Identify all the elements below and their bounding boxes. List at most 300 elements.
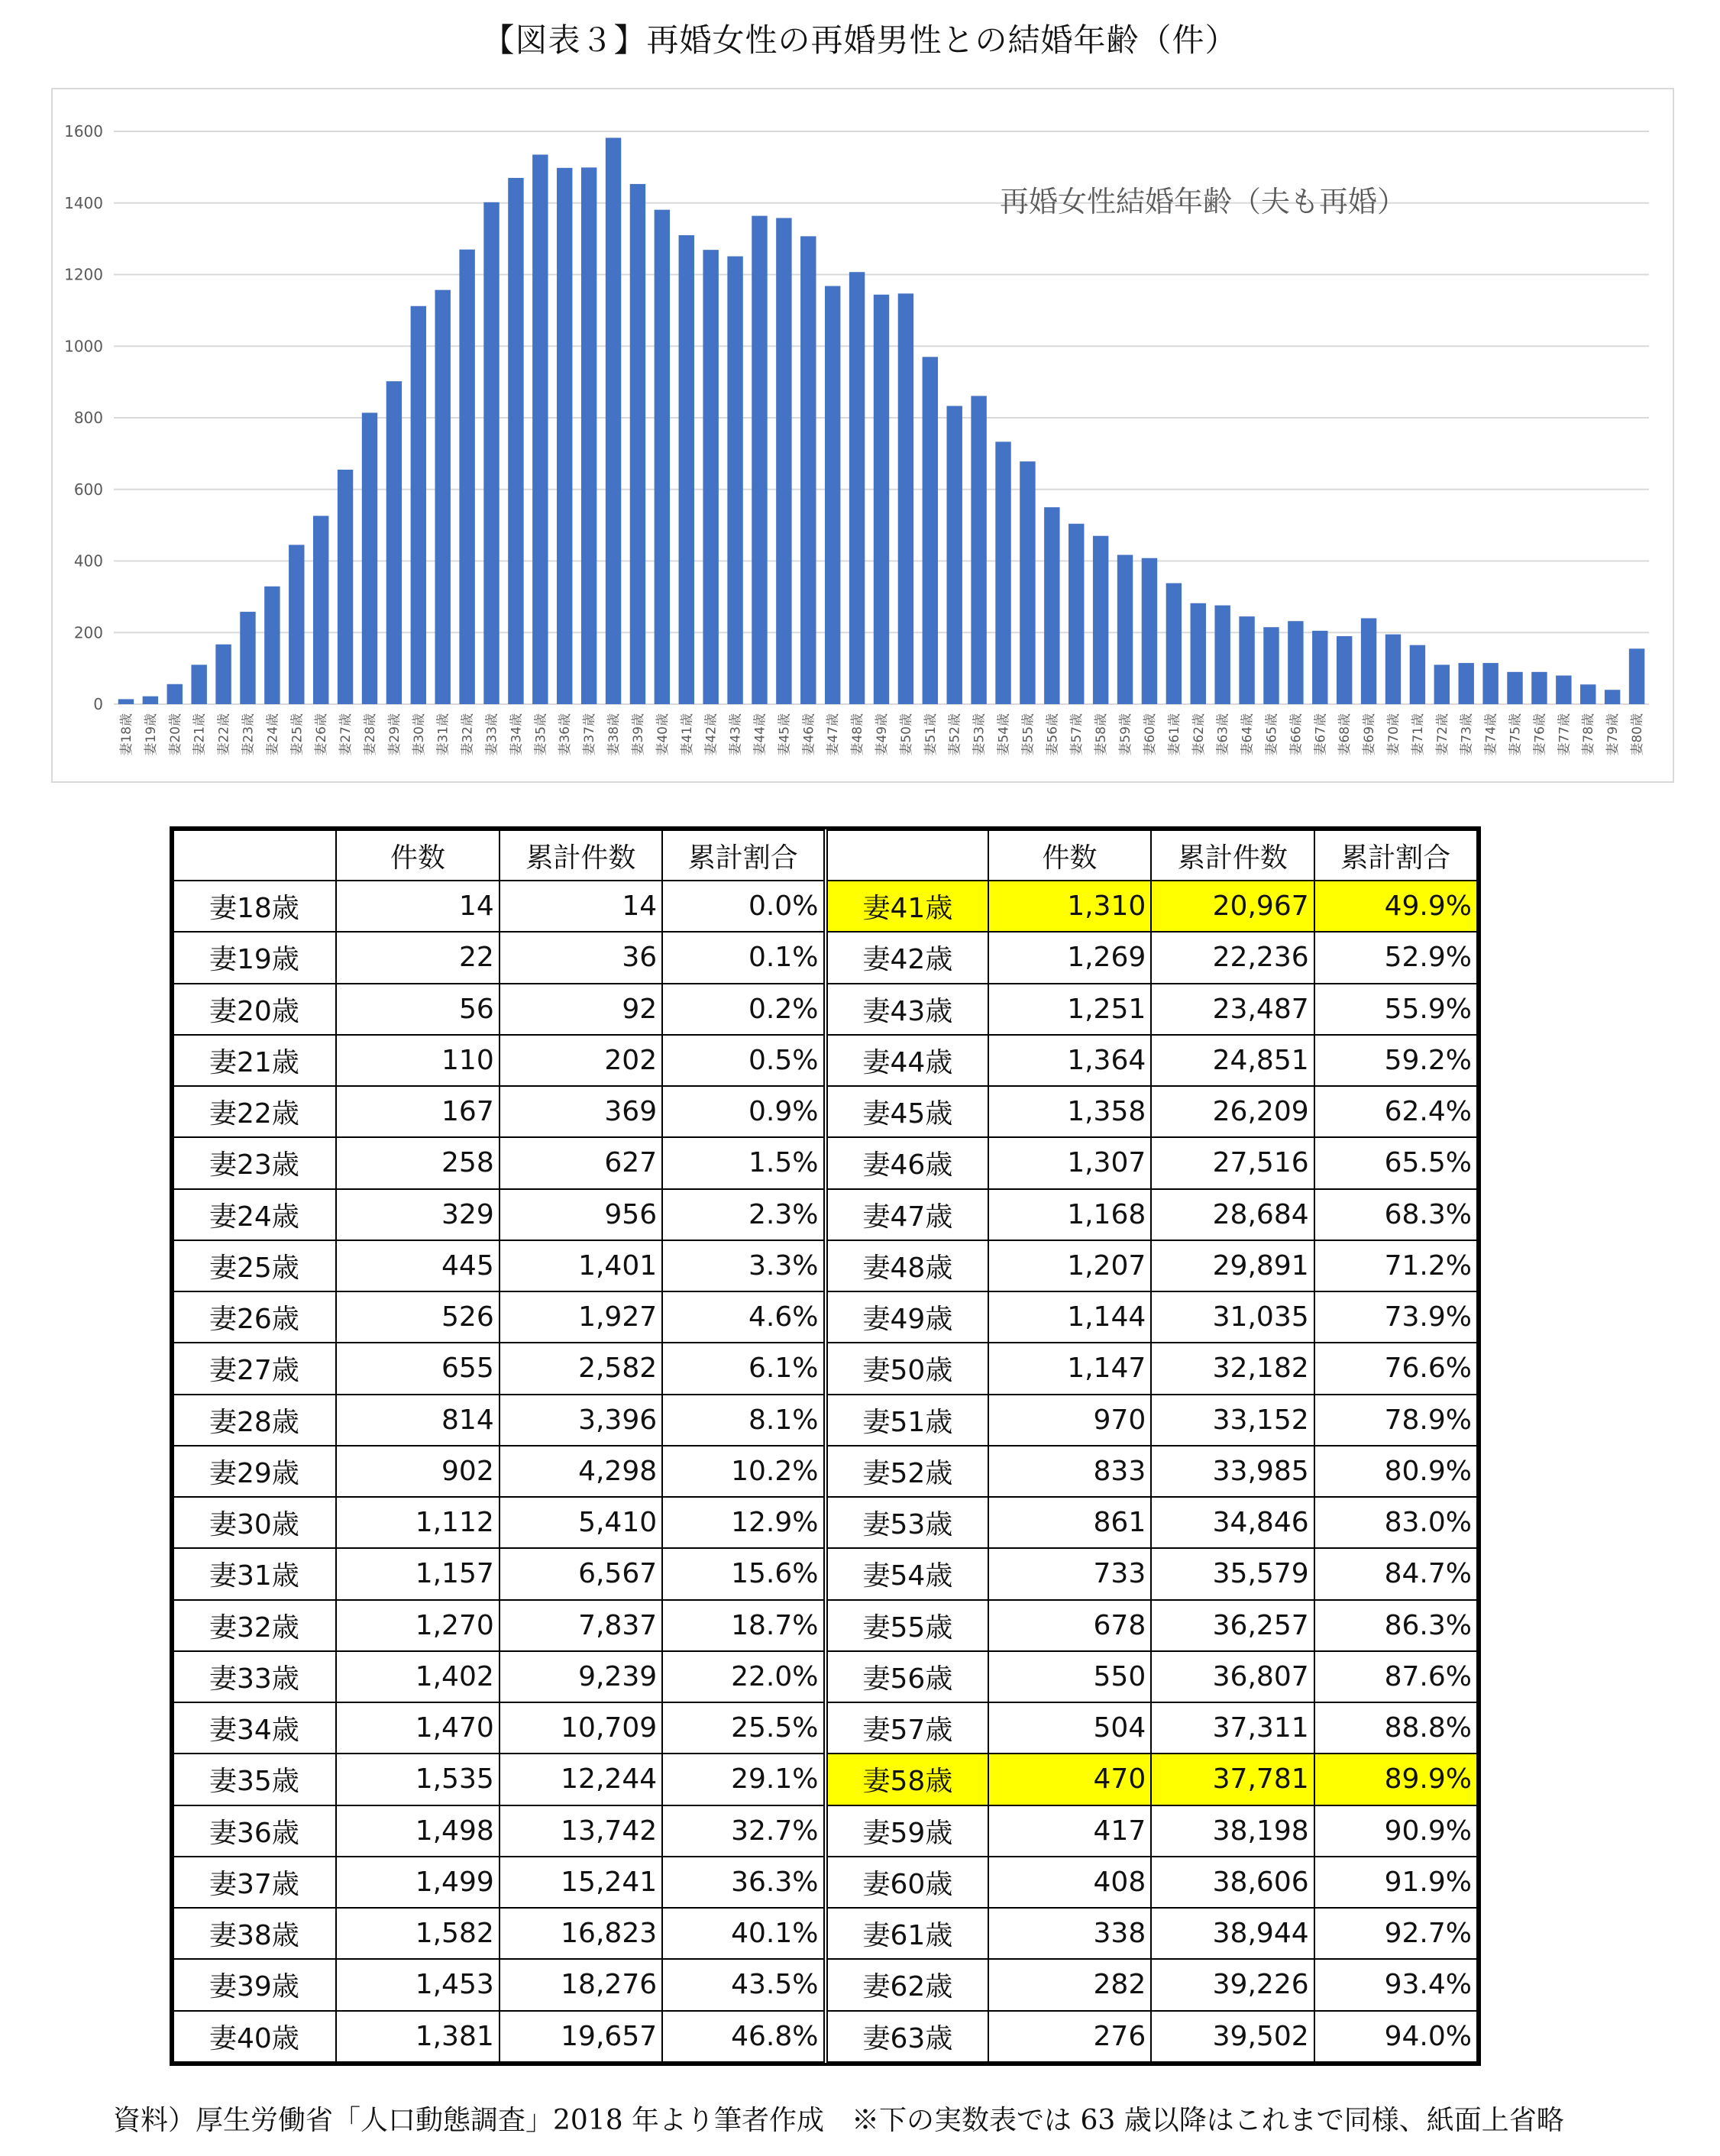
table-cell-right-age: 妻45歳 bbox=[826, 1086, 988, 1137]
table-cell-right-pct: 65.5% bbox=[1314, 1137, 1477, 1188]
table-cell-left-cum: 13,742 bbox=[500, 1805, 662, 1857]
table-cell-right-pct: 73.9% bbox=[1314, 1291, 1477, 1343]
x-tick-label: 妻22歳 bbox=[216, 713, 232, 756]
table-cell-right-pct: 87.6% bbox=[1314, 1651, 1477, 1702]
table-cell-right-pct: 93.4% bbox=[1314, 1959, 1477, 2010]
table-cell-right-count: 1,364 bbox=[988, 1035, 1151, 1086]
table-cell-left-pct: 0.5% bbox=[662, 1035, 825, 1086]
table-cell-left-count: 258 bbox=[336, 1137, 499, 1188]
table-cell-left-pct: 10.2% bbox=[662, 1446, 825, 1497]
bar bbox=[1410, 645, 1425, 704]
table-cell-right-age: 妻55歳 bbox=[826, 1600, 988, 1651]
table-cell-right-age: 妻57歳 bbox=[826, 1702, 988, 1754]
bar bbox=[1020, 461, 1035, 704]
bar bbox=[411, 306, 426, 704]
x-tick-label: 妻29歳 bbox=[386, 713, 403, 756]
table-cell-right-age: 妻54歳 bbox=[826, 1548, 988, 1599]
bar bbox=[995, 441, 1010, 704]
table-row bbox=[173, 1137, 1477, 1188]
bar bbox=[1263, 627, 1279, 704]
table-cell-left-age: 妻31歳 bbox=[173, 1548, 336, 1599]
table-cell-left-count: 1,381 bbox=[336, 2011, 499, 2063]
bar bbox=[825, 286, 840, 705]
table-cell-right-count: 1,269 bbox=[988, 932, 1151, 983]
x-tick-label: 妻21歳 bbox=[192, 713, 208, 756]
table-cell-right-count: 1,144 bbox=[988, 1291, 1151, 1343]
x-tick-label: 妻56歳 bbox=[1045, 713, 1061, 756]
table-row bbox=[173, 984, 1477, 1035]
table-row bbox=[173, 1959, 1477, 2010]
table-cell-right-age: 妻62歳 bbox=[826, 1959, 988, 2010]
x-tick-label: 妻57歳 bbox=[1069, 713, 1085, 756]
header-pct-left: 累計割合 bbox=[662, 830, 825, 881]
table-cell-left-cum: 2,582 bbox=[500, 1343, 662, 1394]
x-tick-label: 妻64歳 bbox=[1240, 713, 1256, 756]
x-tick-label: 妻32歳 bbox=[460, 713, 476, 756]
table-cell-left-count: 1,498 bbox=[336, 1805, 499, 1857]
table-cell-left-cum: 14 bbox=[500, 881, 662, 932]
table-cell-right-age: 妻56歳 bbox=[826, 1651, 988, 1702]
table-cell-right-cum: 23,487 bbox=[1151, 984, 1314, 1035]
table-cell-right-count: 1,307 bbox=[988, 1137, 1151, 1188]
table-cell-right-age: 妻42歳 bbox=[826, 932, 988, 983]
table-cell-right-count: 504 bbox=[988, 1702, 1151, 1754]
table-cell-right-cum: 36,257 bbox=[1151, 1600, 1314, 1651]
table-cell-right-cum: 39,502 bbox=[1151, 2011, 1314, 2063]
bar bbox=[1337, 636, 1352, 704]
bar bbox=[971, 396, 986, 704]
table-cell-right-pct: 62.4% bbox=[1314, 1086, 1477, 1137]
table-cell-left-pct: 22.0% bbox=[662, 1651, 825, 1702]
x-tick-label: 妻69歳 bbox=[1362, 713, 1378, 756]
table-cell-left-age: 妻20歳 bbox=[173, 984, 336, 1035]
table-cell-left-pct: 0.0% bbox=[662, 881, 825, 932]
table-cell-right-age: 妻60歳 bbox=[826, 1857, 988, 1908]
table-cell-right-age: 妻44歳 bbox=[826, 1035, 988, 1086]
table-cell-right-count: 550 bbox=[988, 1651, 1151, 1702]
x-tick-label: 妻36歳 bbox=[558, 713, 574, 756]
x-tick-label: 妻43歳 bbox=[728, 713, 744, 756]
x-tick-label: 妻74歳 bbox=[1483, 713, 1499, 756]
x-tick-label: 妻68歳 bbox=[1337, 713, 1353, 756]
table-cell-left-pct: 32.7% bbox=[662, 1805, 825, 1857]
table-cell-left-count: 14 bbox=[336, 881, 499, 932]
table-cell-left-pct: 3.3% bbox=[662, 1240, 825, 1291]
bar bbox=[167, 684, 183, 704]
chart-bars bbox=[118, 137, 1645, 704]
bar-chart bbox=[51, 88, 1674, 783]
table-cell-right-age: 妻50歳 bbox=[826, 1343, 988, 1394]
table-cell-left-age: 妻36歳 bbox=[173, 1805, 336, 1857]
table-cell-left-cum: 7,837 bbox=[500, 1600, 662, 1651]
table-cell-left-age: 妻24歳 bbox=[173, 1189, 336, 1240]
x-tick-label: 妻34歳 bbox=[509, 713, 525, 756]
table-cell-left-count: 526 bbox=[336, 1291, 499, 1343]
x-tick-label: 妻27歳 bbox=[338, 713, 354, 756]
bar bbox=[1629, 648, 1644, 704]
table-cell-left-pct: 25.5% bbox=[662, 1702, 825, 1754]
table-cell-left-cum: 3,396 bbox=[500, 1395, 662, 1446]
table-cell-right-cum: 29,891 bbox=[1151, 1240, 1314, 1291]
x-tick-label: 妻24歳 bbox=[265, 713, 281, 756]
table-cell-right-pct: 49.9% bbox=[1314, 881, 1477, 932]
table-cell-right-pct: 80.9% bbox=[1314, 1446, 1477, 1497]
x-tick-label: 妻46歳 bbox=[801, 713, 817, 756]
table-cell-right-age: 妻49歳 bbox=[826, 1291, 988, 1343]
table-cell-right-age: 妻61歳 bbox=[826, 1908, 988, 1959]
bar bbox=[581, 167, 597, 704]
x-tick-label: 妻45歳 bbox=[777, 713, 793, 756]
table-cell-right-age: 妻48歳 bbox=[826, 1240, 988, 1291]
table-cell-right-count: 833 bbox=[988, 1446, 1151, 1497]
bar bbox=[532, 154, 548, 704]
table-cell-left-pct: 12.9% bbox=[662, 1497, 825, 1548]
table-cell-left-cum: 12,244 bbox=[500, 1754, 662, 1805]
table-cell-left-count: 1,402 bbox=[336, 1651, 499, 1702]
table-cell-left-cum: 36 bbox=[500, 932, 662, 983]
table-cell-right-cum: 36,807 bbox=[1151, 1651, 1314, 1702]
x-tick-label: 妻39歳 bbox=[630, 713, 646, 756]
bar bbox=[606, 137, 621, 704]
y-tick-label: 800 bbox=[73, 409, 103, 427]
bar bbox=[874, 295, 889, 704]
table-cell-left-cum: 18,276 bbox=[500, 1959, 662, 2010]
x-tick-label: 妻73歳 bbox=[1459, 713, 1475, 756]
table-cell-left-age: 妻21歳 bbox=[173, 1035, 336, 1086]
table-cell-left-age: 妻28歳 bbox=[173, 1395, 336, 1446]
table-cell-right-cum: 38,944 bbox=[1151, 1908, 1314, 1959]
x-tick-label: 妻79歳 bbox=[1605, 713, 1621, 756]
table-cell-left-cum: 6,567 bbox=[500, 1548, 662, 1599]
table-row bbox=[173, 932, 1477, 983]
x-tick-label: 妻48歳 bbox=[850, 713, 866, 756]
table-cell-left-count: 445 bbox=[336, 1240, 499, 1291]
y-tick-label: 200 bbox=[73, 623, 103, 642]
table-cell-left-count: 655 bbox=[336, 1343, 499, 1394]
table-row bbox=[173, 1446, 1477, 1497]
x-tick-label: 妻62歳 bbox=[1191, 713, 1207, 756]
bar bbox=[1312, 631, 1327, 704]
table-cell-right-cum: 32,182 bbox=[1151, 1343, 1314, 1394]
bar bbox=[1605, 690, 1620, 704]
table-cell-left-pct: 0.9% bbox=[662, 1086, 825, 1137]
x-tick-label: 妻61歳 bbox=[1166, 713, 1182, 756]
table-cell-right-pct: 83.0% bbox=[1314, 1497, 1477, 1548]
bar bbox=[898, 293, 913, 704]
table-cell-left-age: 妻27歳 bbox=[173, 1343, 336, 1394]
table-cell-right-count: 282 bbox=[988, 1959, 1151, 2010]
table-row bbox=[173, 881, 1477, 932]
table-cell-left-age: 妻18歳 bbox=[173, 881, 336, 932]
y-tick-label: 0 bbox=[93, 695, 103, 713]
x-tick-label: 妻78歳 bbox=[1581, 713, 1597, 756]
x-tick-label: 妻72歳 bbox=[1434, 713, 1450, 756]
x-tick-label: 妻23歳 bbox=[241, 713, 257, 756]
x-tick-label: 妻47歳 bbox=[826, 713, 842, 756]
table-cell-right-cum: 26,209 bbox=[1151, 1086, 1314, 1137]
bar bbox=[1142, 558, 1157, 704]
table-row bbox=[173, 1908, 1477, 1959]
header-count-left: 件数 bbox=[336, 830, 499, 881]
bar bbox=[1166, 583, 1182, 704]
table-cell-right-count: 970 bbox=[988, 1395, 1151, 1446]
bar-chart-svg bbox=[53, 89, 1673, 781]
y-tick-label: 1400 bbox=[64, 193, 103, 212]
table-cell-right-pct: 86.3% bbox=[1314, 1600, 1477, 1651]
table-cell-right-age: 妻46歳 bbox=[826, 1137, 988, 1188]
bar bbox=[313, 516, 328, 704]
header-cum-right: 累計件数 bbox=[1151, 830, 1314, 881]
table-body bbox=[173, 881, 1477, 2062]
table-row bbox=[173, 2011, 1477, 2063]
x-tick-label: 妻75歳 bbox=[1508, 713, 1524, 756]
table-cell-left-count: 902 bbox=[336, 1446, 499, 1497]
table-cell-left-count: 1,582 bbox=[336, 1908, 499, 1959]
bar bbox=[1361, 619, 1376, 705]
bar bbox=[1239, 616, 1254, 704]
y-axis-ticks bbox=[64, 122, 103, 713]
table-cell-left-count: 1,535 bbox=[336, 1754, 499, 1805]
table-cell-left-pct: 15.6% bbox=[662, 1548, 825, 1599]
table-cell-right-count: 1,207 bbox=[988, 1240, 1151, 1291]
table-cell-left-count: 1,470 bbox=[336, 1702, 499, 1754]
bar bbox=[557, 168, 572, 704]
table-cell-right-count: 733 bbox=[988, 1548, 1151, 1599]
bar bbox=[1531, 672, 1547, 704]
x-axis-ticks bbox=[119, 713, 1645, 756]
table-cell-right-age: 妻59歳 bbox=[826, 1805, 988, 1857]
table-cell-right-age: 妻43歳 bbox=[826, 984, 988, 1035]
table-cell-left-pct: 40.1% bbox=[662, 1908, 825, 1959]
x-tick-label: 妻20歳 bbox=[167, 713, 183, 756]
x-tick-label: 妻77歳 bbox=[1557, 713, 1573, 756]
table-cell-right-age: 妻47歳 bbox=[826, 1189, 988, 1240]
table-cell-right-cum: 33,152 bbox=[1151, 1395, 1314, 1446]
table-cell-left-age: 妻33歳 bbox=[173, 1651, 336, 1702]
table-row bbox=[173, 1343, 1477, 1394]
table-cell-left-age: 妻38歳 bbox=[173, 1908, 336, 1959]
table-cell-left-age: 妻37歳 bbox=[173, 1857, 336, 1908]
table-cell-left-count: 1,112 bbox=[336, 1497, 499, 1548]
table-cell-left-age: 妻19歳 bbox=[173, 932, 336, 983]
y-tick-label: 1600 bbox=[64, 122, 103, 141]
table-cell-left-cum: 10,709 bbox=[500, 1702, 662, 1754]
x-tick-label: 妻55歳 bbox=[1020, 713, 1036, 756]
table-cell-left-pct: 18.7% bbox=[662, 1600, 825, 1651]
bar bbox=[727, 257, 742, 704]
table-cell-right-pct: 59.2% bbox=[1314, 1035, 1477, 1086]
table-row bbox=[173, 1086, 1477, 1137]
bar bbox=[703, 250, 718, 704]
header-cum-left: 累計件数 bbox=[500, 830, 662, 881]
table-cell-left-count: 22 bbox=[336, 932, 499, 983]
data-table bbox=[173, 829, 1478, 2063]
table-cell-left-pct: 0.1% bbox=[662, 932, 825, 983]
bar bbox=[191, 664, 206, 704]
bar bbox=[1580, 684, 1596, 704]
table-cell-right-cum: 35,579 bbox=[1151, 1548, 1314, 1599]
table-cell-right-age: 妻51歳 bbox=[826, 1395, 988, 1446]
table-cell-right-count: 678 bbox=[988, 1600, 1151, 1651]
x-tick-label: 妻67歳 bbox=[1313, 713, 1329, 756]
table-cell-right-pct: 68.3% bbox=[1314, 1189, 1477, 1240]
table-cell-right-pct: 76.6% bbox=[1314, 1343, 1477, 1394]
bar bbox=[1556, 676, 1571, 705]
x-tick-label: 妻52歳 bbox=[947, 713, 963, 756]
table-cell-right-age: 妻52歳 bbox=[826, 1446, 988, 1497]
bar bbox=[1214, 606, 1230, 704]
table-row bbox=[173, 1702, 1477, 1754]
bar bbox=[1385, 635, 1401, 704]
x-tick-label: 妻30歳 bbox=[411, 713, 427, 756]
table-row bbox=[173, 1497, 1477, 1548]
bar bbox=[630, 184, 645, 704]
x-tick-label: 妻63歳 bbox=[1215, 713, 1231, 756]
bar bbox=[1482, 663, 1498, 704]
source-note: 資料）厚生労働省「人口動態調査」2018 年より筆者作成 ※下の実数表では 63 歳以降はこれまで同様、紙面上省略 bbox=[113, 2105, 1564, 2136]
bar bbox=[118, 699, 134, 704]
table-cell-right-count: 1,310 bbox=[988, 881, 1151, 932]
bar bbox=[240, 612, 255, 704]
table-cell-left-cum: 369 bbox=[500, 1086, 662, 1137]
x-tick-label: 妻19歳 bbox=[143, 713, 159, 756]
table-cell-left-count: 167 bbox=[336, 1086, 499, 1137]
table-cell-left-age: 妻25歳 bbox=[173, 1240, 336, 1291]
table-cell-left-age: 妻34歳 bbox=[173, 1702, 336, 1754]
table-cell-left-pct: 43.5% bbox=[662, 1959, 825, 2010]
table-cell-right-count: 408 bbox=[988, 1857, 1151, 1908]
bar bbox=[1044, 507, 1059, 704]
table-cell-right-pct: 84.7% bbox=[1314, 1548, 1477, 1599]
x-tick-label: 妻25歳 bbox=[289, 713, 306, 756]
table-row bbox=[173, 1395, 1477, 1446]
table-cell-left-cum: 4,298 bbox=[500, 1446, 662, 1497]
x-tick-label: 妻37歳 bbox=[582, 713, 598, 756]
table-cell-right-pct: 52.9% bbox=[1314, 932, 1477, 983]
x-tick-label: 妻31歳 bbox=[435, 713, 451, 756]
chart-annotation: 再婚女性結婚年齢（夫も再婚） bbox=[1000, 185, 1407, 218]
table-cell-right-cum: 37,311 bbox=[1151, 1702, 1314, 1754]
table-cell-right-cum: 37,781 bbox=[1151, 1754, 1314, 1805]
table-cell-left-cum: 202 bbox=[500, 1035, 662, 1086]
table-cell-left-age: 妻39歳 bbox=[173, 1959, 336, 2010]
x-tick-label: 妻70歳 bbox=[1386, 713, 1402, 756]
table-row bbox=[173, 1240, 1477, 1291]
y-tick-label: 600 bbox=[73, 480, 103, 499]
header-pct-right: 累計割合 bbox=[1314, 830, 1477, 881]
table-cell-right-age: 妻58歳 bbox=[826, 1754, 988, 1805]
bar bbox=[800, 236, 816, 704]
y-tick-label: 1200 bbox=[64, 265, 103, 284]
table-cell-left-count: 329 bbox=[336, 1189, 499, 1240]
table-cell-left-pct: 29.1% bbox=[662, 1754, 825, 1805]
table-row bbox=[173, 1035, 1477, 1086]
x-tick-label: 妻50歳 bbox=[898, 713, 914, 756]
data-table-frame bbox=[170, 826, 1481, 2066]
table-cell-right-cum: 39,226 bbox=[1151, 1959, 1314, 2010]
figure-title: 【図表３】再婚女性の再婚男性との結婚年齢（件） bbox=[482, 21, 1238, 59]
table-cell-left-cum: 19,657 bbox=[500, 2011, 662, 2063]
table-cell-left-pct: 4.6% bbox=[662, 1291, 825, 1343]
bar bbox=[776, 218, 791, 704]
table-cell-right-age: 妻63歳 bbox=[826, 2011, 988, 2063]
table-cell-right-pct: 91.9% bbox=[1314, 1857, 1477, 1908]
bar bbox=[1459, 663, 1474, 704]
x-tick-label: 妻26歳 bbox=[314, 713, 330, 756]
x-tick-label: 妻42歳 bbox=[703, 713, 719, 756]
table-cell-left-age: 妻35歳 bbox=[173, 1754, 336, 1805]
x-tick-label: 妻53歳 bbox=[972, 713, 988, 756]
table-cell-right-cum: 38,198 bbox=[1151, 1805, 1314, 1857]
table-cell-right-pct: 88.8% bbox=[1314, 1702, 1477, 1754]
x-tick-label: 妻51歳 bbox=[923, 713, 939, 756]
table-cell-left-count: 1,453 bbox=[336, 1959, 499, 2010]
table-cell-left-age: 妻29歳 bbox=[173, 1446, 336, 1497]
table-cell-right-pct: 78.9% bbox=[1314, 1395, 1477, 1446]
table-cell-right-cum: 27,516 bbox=[1151, 1137, 1314, 1188]
x-tick-label: 妻58歳 bbox=[1094, 713, 1110, 756]
bar bbox=[289, 545, 304, 704]
table-row bbox=[173, 1754, 1477, 1805]
table-cell-right-age: 妻41歳 bbox=[826, 881, 988, 932]
table-cell-right-cum: 38,606 bbox=[1151, 1857, 1314, 1908]
table-cell-right-count: 1,251 bbox=[988, 984, 1151, 1035]
table-cell-right-pct: 94.0% bbox=[1314, 2011, 1477, 2063]
table-cell-left-pct: 46.8% bbox=[662, 2011, 825, 2063]
table-cell-left-count: 1,157 bbox=[336, 1548, 499, 1599]
x-tick-label: 妻35歳 bbox=[533, 713, 549, 756]
table-row bbox=[173, 1651, 1477, 1702]
table-cell-left-pct: 2.3% bbox=[662, 1189, 825, 1240]
bar bbox=[264, 587, 280, 704]
x-tick-label: 妻41歳 bbox=[679, 713, 695, 756]
bar bbox=[1288, 621, 1303, 704]
table-cell-left-cum: 5,410 bbox=[500, 1497, 662, 1548]
bar bbox=[1507, 672, 1522, 704]
table-cell-right-count: 861 bbox=[988, 1497, 1151, 1548]
x-tick-label: 妻59歳 bbox=[1118, 713, 1134, 756]
table-cell-right-pct: 55.9% bbox=[1314, 984, 1477, 1035]
x-tick-label: 妻33歳 bbox=[484, 713, 500, 756]
bar bbox=[655, 210, 670, 704]
table-cell-left-cum: 15,241 bbox=[500, 1857, 662, 1908]
table-cell-right-count: 276 bbox=[988, 2011, 1151, 2063]
table-cell-right-pct: 92.7% bbox=[1314, 1908, 1477, 1959]
x-tick-label: 妻44歳 bbox=[752, 713, 768, 756]
table-cell-right-count: 470 bbox=[988, 1754, 1151, 1805]
table-cell-left-cum: 956 bbox=[500, 1189, 662, 1240]
x-tick-label: 妻71歳 bbox=[1410, 713, 1426, 756]
x-tick-label: 妻76歳 bbox=[1532, 713, 1548, 756]
header-blank-right bbox=[826, 830, 988, 881]
y-tick-label: 400 bbox=[73, 551, 103, 571]
table-cell-right-count: 1,168 bbox=[988, 1189, 1151, 1240]
table-cell-left-age: 妻30歳 bbox=[173, 1497, 336, 1548]
table-cell-right-count: 417 bbox=[988, 1805, 1151, 1857]
table-cell-left-cum: 92 bbox=[500, 984, 662, 1035]
bar bbox=[483, 202, 499, 704]
table-cell-right-count: 1,358 bbox=[988, 1086, 1151, 1137]
table-cell-left-pct: 8.1% bbox=[662, 1395, 825, 1446]
x-tick-label: 妻54歳 bbox=[996, 713, 1012, 756]
x-tick-label: 妻49歳 bbox=[875, 713, 890, 756]
table-cell-right-pct: 71.2% bbox=[1314, 1240, 1477, 1291]
x-tick-label: 妻38歳 bbox=[606, 713, 622, 756]
table-cell-left-count: 1,499 bbox=[336, 1857, 499, 1908]
x-tick-label: 妻66歳 bbox=[1288, 713, 1305, 756]
table-row bbox=[173, 1600, 1477, 1651]
table-cell-right-cum: 34,846 bbox=[1151, 1497, 1314, 1548]
